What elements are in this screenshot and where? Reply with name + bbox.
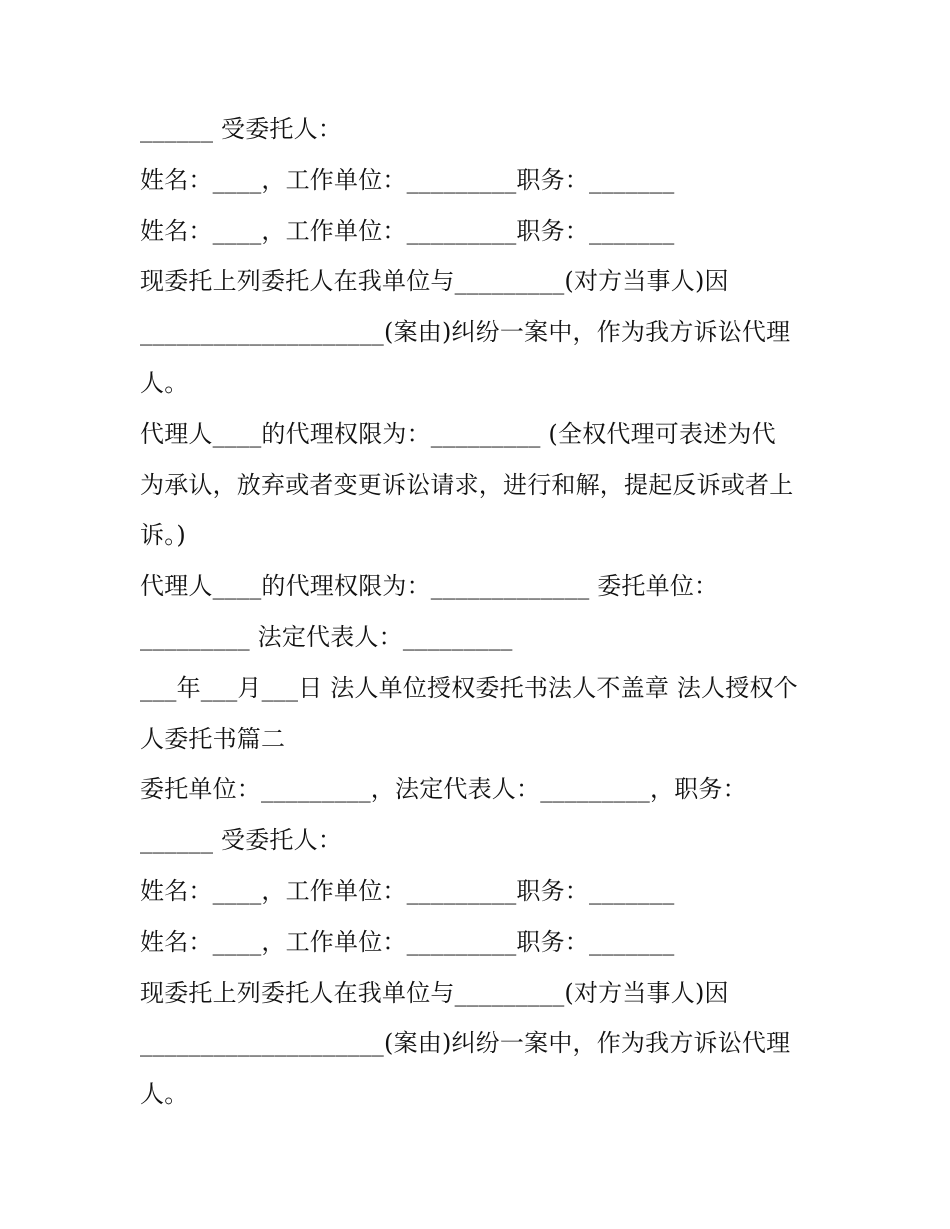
text-line-agent-info-2: 姓名：____，工作单位：_________职务：_______ (140, 216, 675, 245)
text-line-authority-2: 代理人____的代理权限为：_____________ 委托单位： (140, 572, 719, 601)
text-line-agent-header-2: ______ 受委托人： (140, 826, 343, 855)
text-line-agent-header: ______ 受委托人： (140, 115, 343, 143)
text-line-agent-info-1: 姓名：____，工作单位：_________职务：_______ (140, 165, 675, 194)
text-line-case-cause-2: ____________________(案由)纠纷一案中，作为我方诉讼代理 (140, 1029, 791, 1058)
text-line-entrusting-unit: 委托单位：_________，法定代表人：_________，职务： (140, 775, 747, 804)
text-line-case-cause: ____________________(案由)纠纷一案中，作为我方诉讼代理 (140, 318, 791, 347)
text-line-entrust-statement-2: 现委托上列委托人在我单位与_________(对方当事人)因 (140, 978, 729, 1007)
text-line-date-heading: ___年___月___日 法人单位授权委托书法人不盖章 法人授权个 (140, 673, 798, 702)
text-line-agent-info-3: 姓名：____，工作单位：_________职务：_______ (140, 876, 675, 905)
text-line-authority-1-cont: 为承认，放弃或者变更诉讼请求，进行和解，提起反诉或者上 (140, 470, 794, 499)
document-body (140, 104, 820, 1120)
text-line-case-cause-end: 人。 (140, 368, 189, 397)
text-line-section-title: 人委托书篇二 (140, 724, 286, 753)
text-line-agent-info-4: 姓名：____，工作单位：_________职务：_______ (140, 927, 675, 956)
text-line-authority-1: 代理人____的代理权限为：_________ (全权代理可表述为代 (140, 419, 776, 448)
text-line-authority-1-end: 诉。) (140, 521, 186, 550)
text-line-case-cause-end-2: 人。 (140, 1080, 189, 1109)
text-line-legal-rep: _________ 法定代表人：_________ (140, 622, 513, 651)
text-line-entrust-statement: 现委托上列委托人在我单位与_________(对方当事人)因 (140, 267, 729, 296)
